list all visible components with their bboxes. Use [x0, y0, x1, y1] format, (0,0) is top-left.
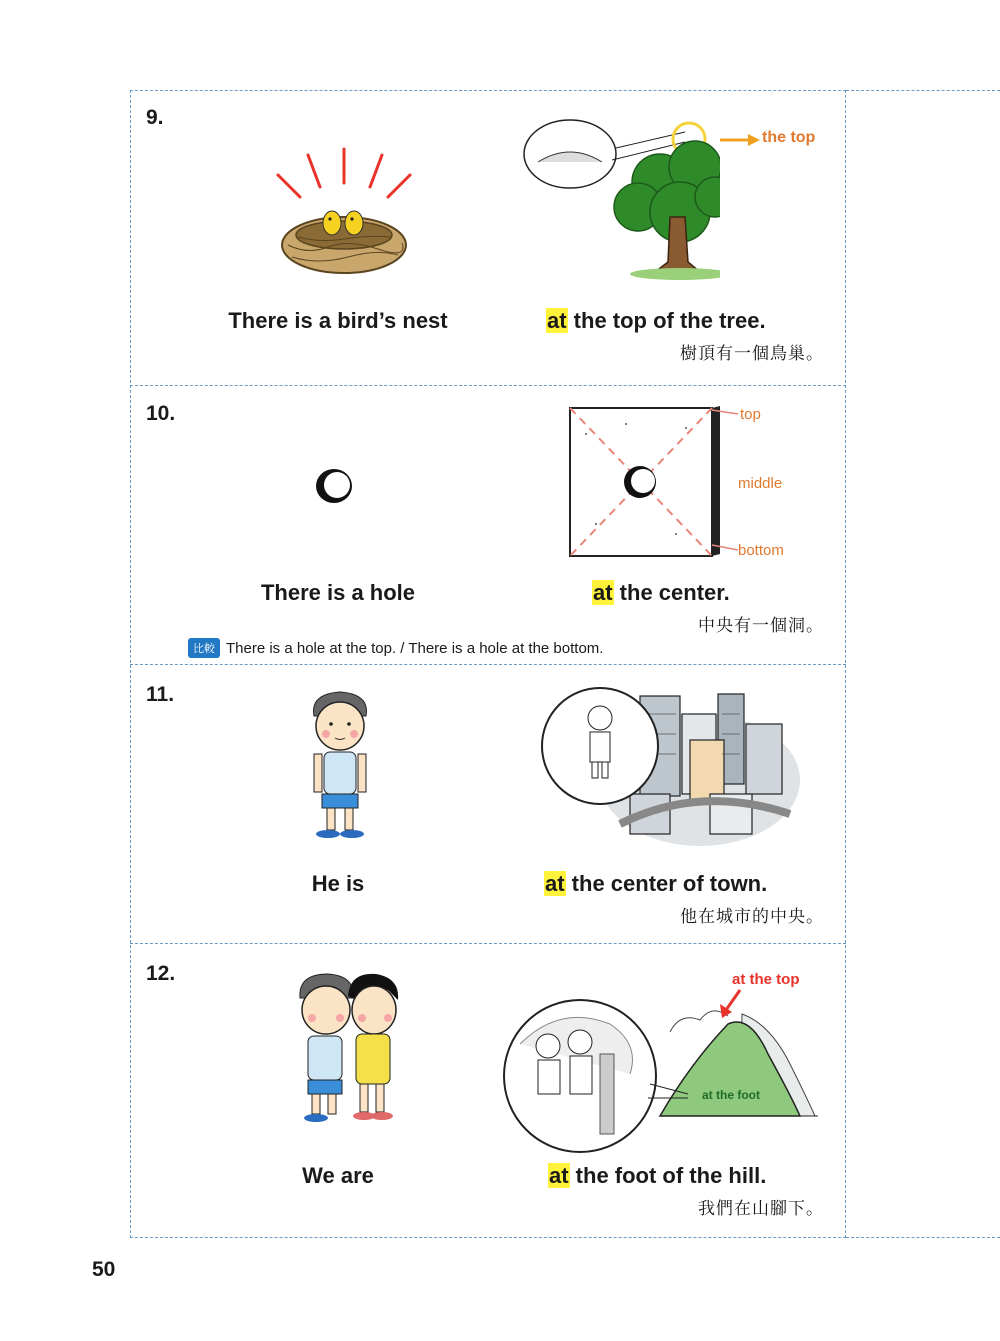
boy-illustration [300, 686, 380, 842]
hill-illustration [500, 984, 820, 1156]
label-at-top: at the top [732, 971, 800, 988]
sentence-right [544, 871, 767, 897]
arrow-down-icon [718, 988, 744, 1018]
town-illustration [540, 684, 804, 850]
callout-label: the top [762, 129, 816, 146]
compare-text: There is a hole at the top. / There is a hole at the bottom. [226, 639, 604, 657]
sentence-right [592, 580, 730, 606]
section-divider [130, 664, 846, 665]
label-at-foot: at the foot [702, 1088, 760, 1102]
item-number: 12. [146, 962, 176, 985]
section-divider [130, 385, 846, 386]
sentence-rest: the center. [613, 580, 730, 605]
sentence-left: We are [302, 1163, 374, 1188]
label-bottom: bottom [738, 542, 784, 559]
section-divider [130, 943, 846, 944]
sentence-left: He is [311, 871, 365, 896]
tree-with-nest-illustration [520, 112, 720, 282]
compare-note [188, 638, 603, 658]
label-top: top [740, 406, 761, 423]
square-board-illustration [566, 404, 726, 560]
chinese-translation: 他在城市的中央。 [680, 907, 824, 927]
chinese-translation: 樹頂有一個鳥巢。 [680, 344, 824, 364]
item-number: 10. [146, 402, 176, 425]
sentence-left: There is a bird’s nest [228, 308, 448, 333]
item-number: 11. [146, 683, 175, 706]
sentence-rest: the center of town. [565, 871, 768, 896]
sentence-right [546, 308, 766, 334]
sentence-left: There is a hole [260, 580, 416, 605]
sentence-rest: the foot of the hill. [569, 1163, 767, 1188]
chinese-translation: 中央有一個洞。 [698, 616, 824, 636]
two-children-illustration [290, 968, 406, 1126]
margin-rule-top [846, 90, 1000, 91]
highlight-word: at [593, 580, 613, 605]
item-number: 9. [146, 106, 164, 129]
highlight-word: at [545, 871, 565, 896]
sentence-right [548, 1163, 766, 1189]
compare-badge: 比較 [188, 638, 220, 658]
arrow-right-icon [720, 134, 760, 146]
label-middle: middle [738, 475, 783, 492]
hole-icon [312, 466, 356, 506]
highlight-word: at [547, 308, 567, 333]
bird-nest-illustration [268, 145, 418, 280]
highlight-word: at [549, 1163, 569, 1188]
chinese-translation: 我們在山腳下。 [698, 1199, 824, 1219]
sentence-rest: the top of the tree. [567, 308, 766, 333]
page-number: 50 [92, 1258, 116, 1281]
margin-rule-bottom [846, 1237, 1000, 1238]
